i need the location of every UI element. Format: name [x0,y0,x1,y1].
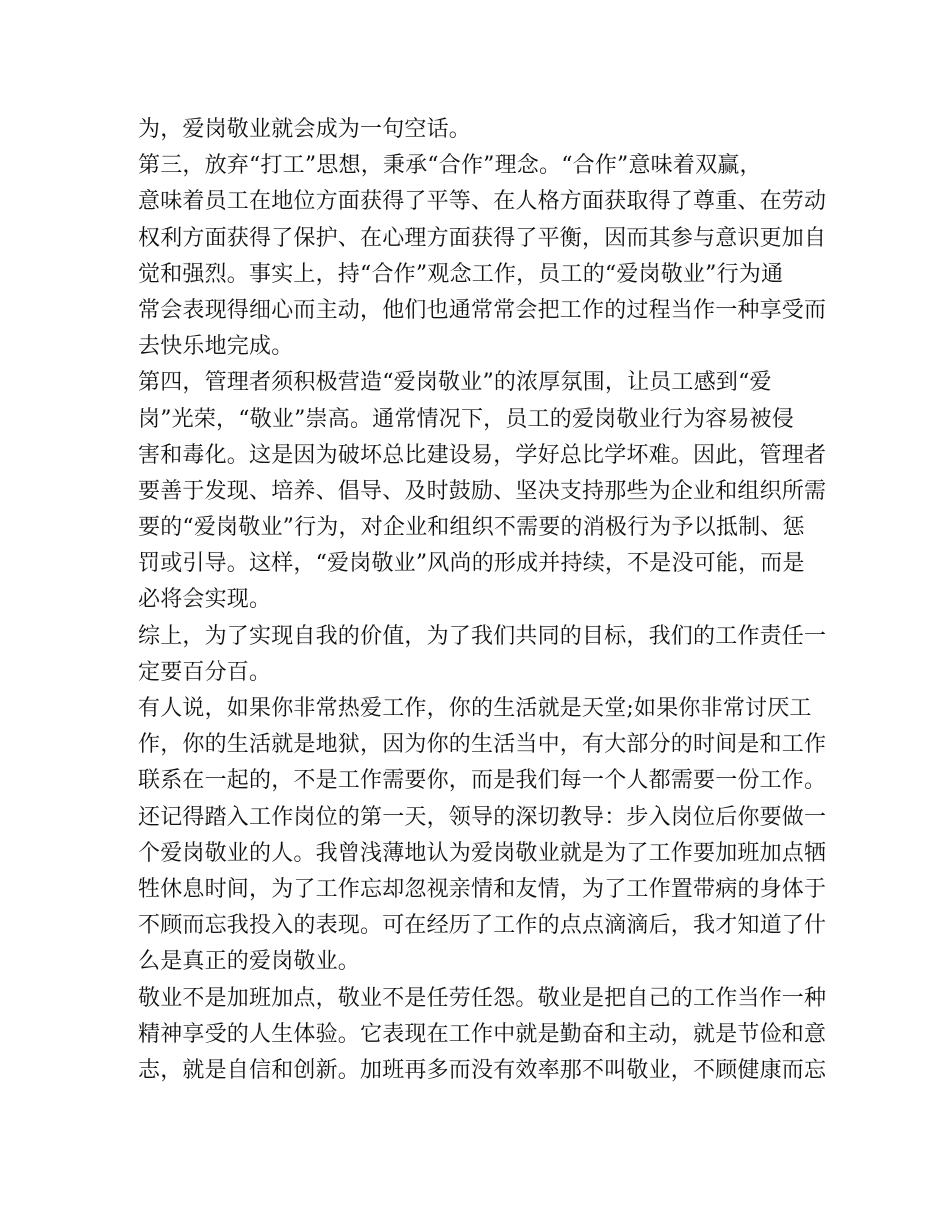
text-line: 精神享受的人生体验。它表现在工作中就是勤奋和主动，就是节俭和意 [138,1021,827,1047]
text-line: 还记得踏入工作岗位的第一天，领导的深切教导：步入岗位后你要做一 [138,804,827,830]
text-line: 第四，管理者须积极营造“爱岗敬业”的浓厚氛围，让员工感到“爱 [138,370,772,396]
body-text [138,112,827,1089]
text-line: 意味着员工在地位方面获得了平等、在人格方面获取得了尊重、在劳动 [138,189,827,215]
text-line: 志，就是自信和创新。加班再多而没有效率那不叫敬业，不顾健康而忘 [138,1057,827,1083]
text-line: 不顾而忘我投入的表现。可在经历了工作的点点滴滴后，我才知道了什 [138,913,827,939]
text-line: 联系在一起的，不是工作需要你，而是我们每一个人都需要一份工作。 [138,768,827,794]
text-line: 要善于发现、培养、倡导、及时鼓励、坚决支持那些为企业和组织所需 [138,478,827,504]
text-line: 作，你的生活就是地狱，因为你的生活当中，有大部分的时间是和工作 [138,732,827,758]
text-line: 觉和强烈。事实上，持“合作”观念工作，员工的“爱岗敬业”行为通 [138,261,784,287]
text-line: 综上，为了实现自我的价值，为了我们共同的目标，我们的工作责任一 [138,623,827,649]
text-line: 么是真正的爱岗敬业。 [138,949,361,975]
text-line: 必将会实现。 [138,587,272,613]
text-line: 要的“爱岗敬业”行为，对企业和组织不需要的消极行为予以抵制、惩 [138,515,805,541]
text-line: 个爱岗敬业的人。我曾浅薄地认为爱岗敬业就是为了工作要加班加点牺 [138,840,827,866]
text-line: 敬业不是加班加点，敬业不是任劳任怨。敬业是把自己的工作当作一种 [138,985,827,1011]
text-line: 去快乐地完成。 [138,334,294,360]
text-line: 定要百分百。 [138,659,272,685]
text-line: 岗”光荣，“敬业”崇高。通常情况下，员工的爱岗敬业行为容易被侵 [138,406,794,432]
text-line: 牲休息时间，为了工作忘却忽视亲情和友情，为了工作置带病的身体于 [138,876,827,902]
text-line: 有人说，如果你非常热爱工作，你的生活就是天堂;如果你非常讨厌工 [138,696,812,721]
text-line: 常会表现得细心而主动，他们也通常常会把工作的过程当作一种享受而 [138,297,827,323]
text-line: 害和毒化。这是因为破坏总比建设易，学好总比学坏难。因此，管理者 [138,442,827,468]
text-line: 第三，放弃“打工”思想，秉承“合作”理念。“合作”意味着双赢， [138,153,762,179]
text-line: 罚或引导。这样，“爱岗敬业”风尚的形成并持续，不是没可能，而是 [138,551,805,577]
text-line: 为，爱岗敬业就会成为一句空话。 [138,117,472,142]
text-line: 权利方面获得了保护、在心理方面获得了平衡，因而其参与意识更加自 [138,225,827,251]
